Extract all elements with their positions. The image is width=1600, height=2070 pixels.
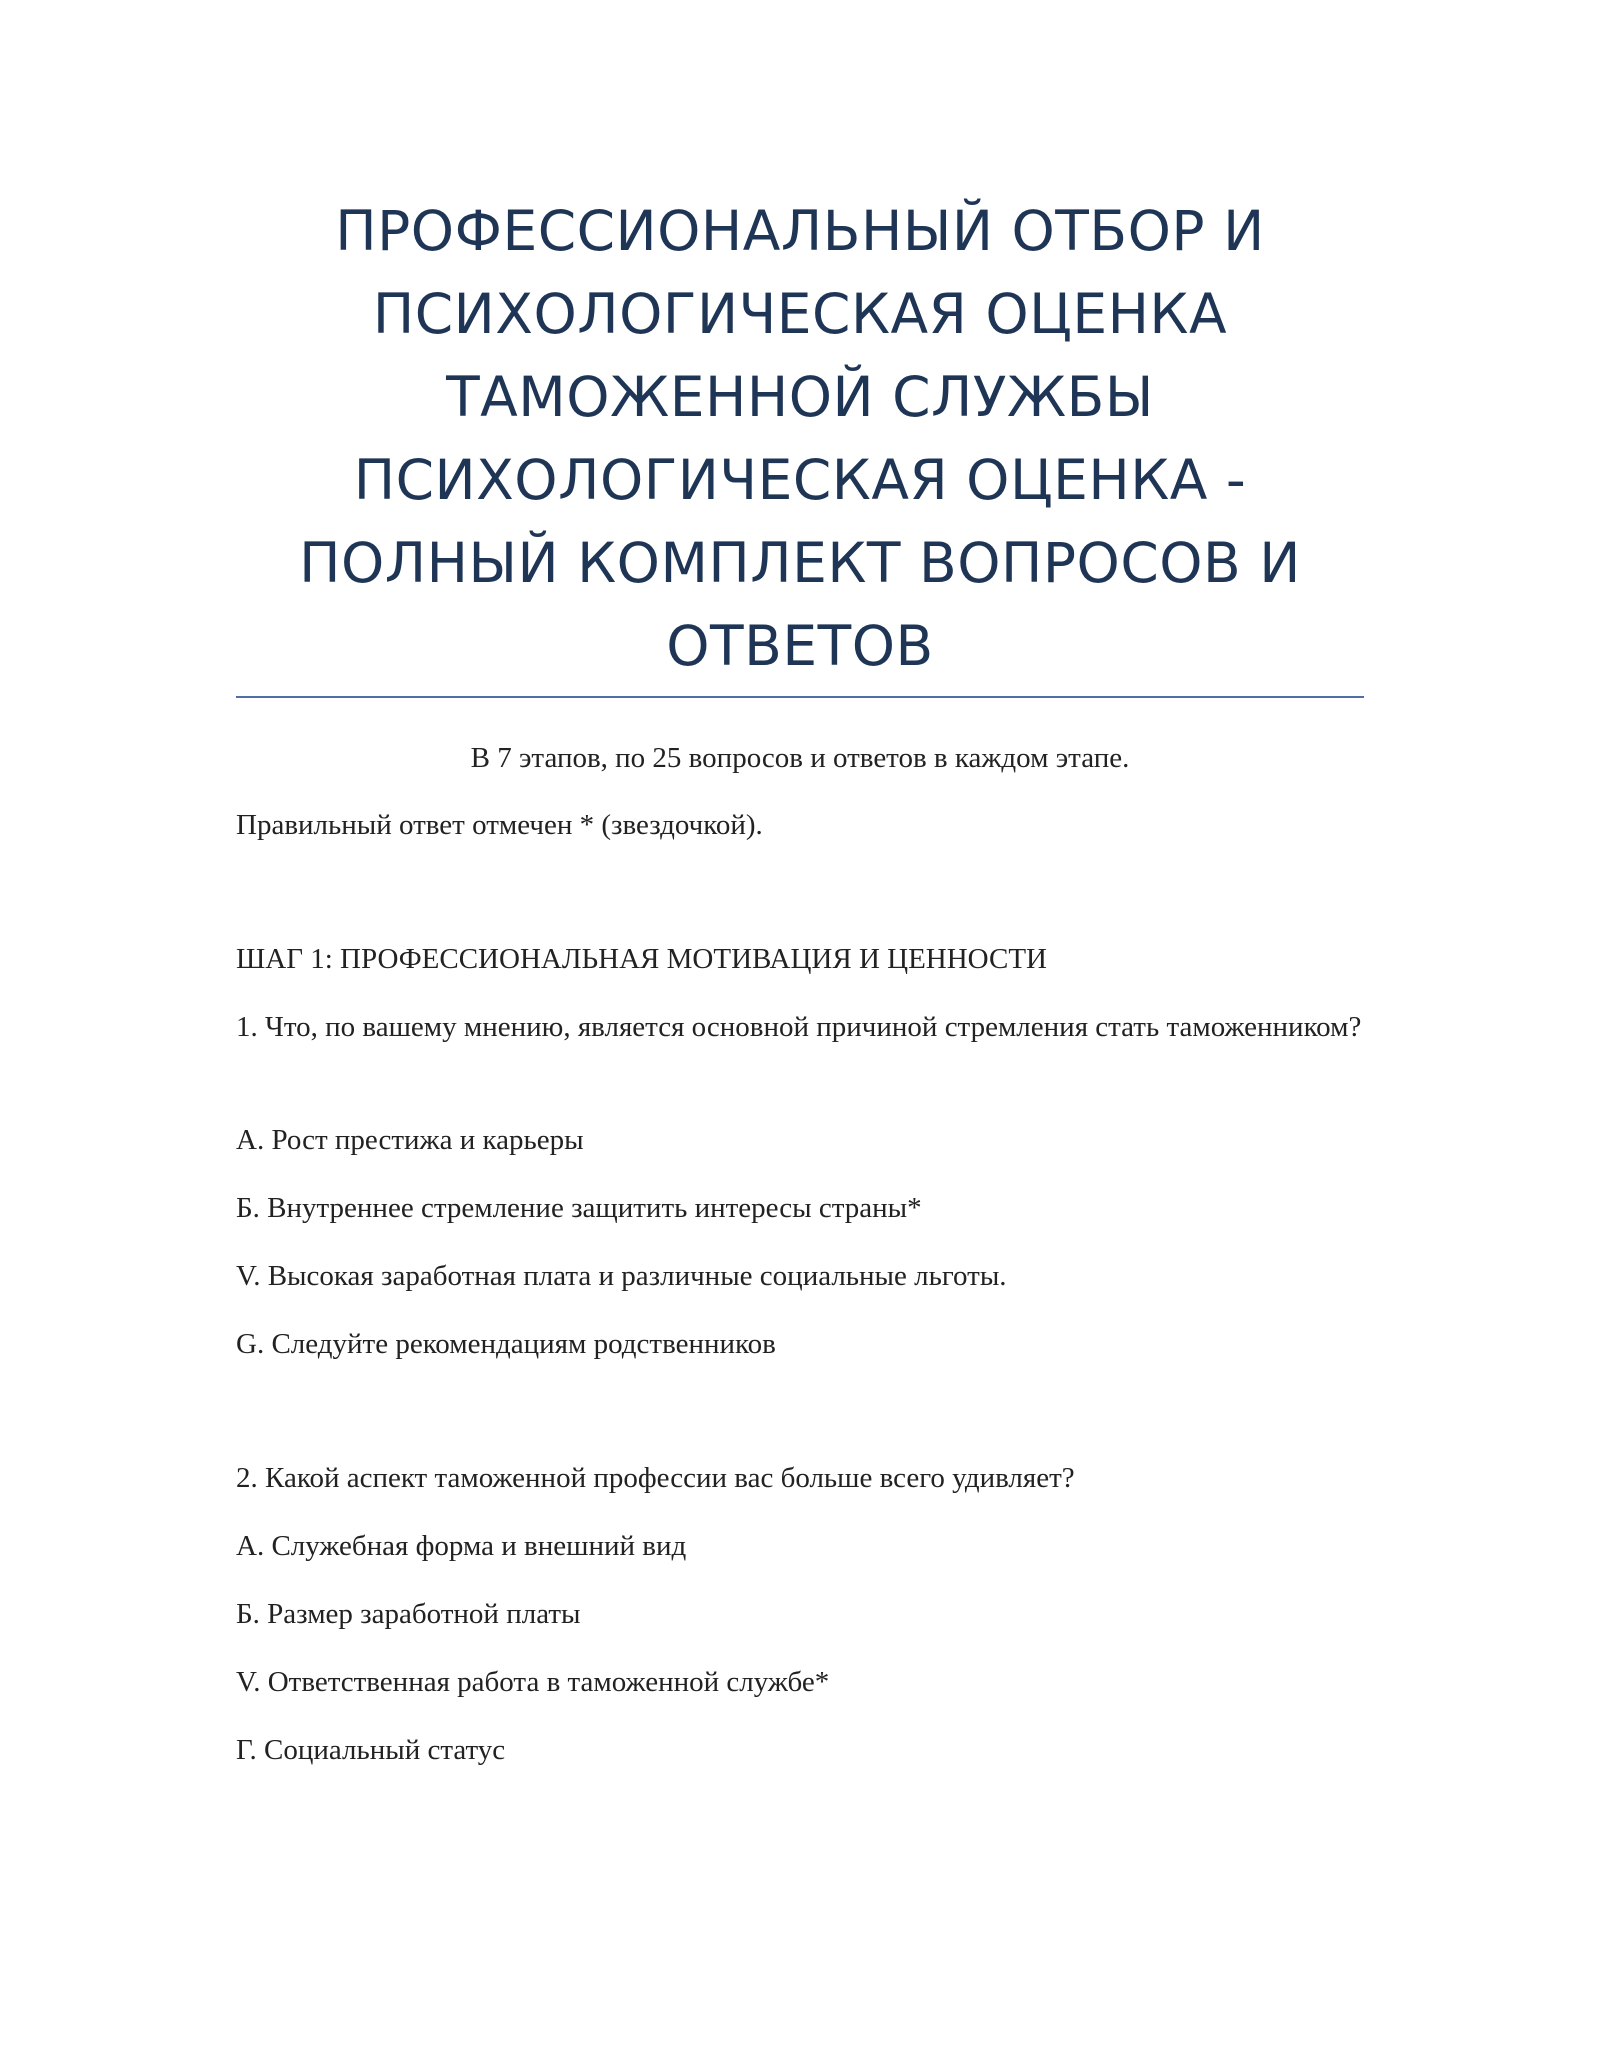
- answer-option: V. Ответственная работа в таможенной службе*: [236, 1666, 830, 1698]
- answer-option: Б. Размер заработной платы: [236, 1598, 581, 1630]
- answer-option: V. Высокая заработная плата и различные социальные льготы.: [236, 1260, 1007, 1292]
- title-line: ПРОФЕССИОНАЛЬНЫЙ ОТБОР И: [335, 199, 1265, 263]
- answer-option: А. Рост престижа и карьеры: [236, 1124, 584, 1156]
- answer-key-note: Правильный ответ отмечен * (звездочкой).: [236, 809, 763, 841]
- title-line: ТАМОЖЕННОЙ СЛУЖБЫ: [446, 365, 1154, 429]
- title-line: ПОЛНЫЙ КОМПЛЕКТ ВОПРОСОВ И: [299, 531, 1301, 595]
- title-line: ОТВЕТОВ: [666, 614, 934, 678]
- title-line: ПСИХОЛОГИЧЕСКАЯ ОЦЕНКА -: [353, 448, 1247, 512]
- answer-option: Б. Внутреннее стремление защитить интересы страны*: [236, 1192, 922, 1224]
- intro-text: В 7 этапов, по 25 вопросов и ответов в каждом этапе.: [470, 742, 1130, 774]
- answer-option: А. Служебная форма и внешний вид: [236, 1530, 687, 1562]
- answer-option: Г. Социальный статус: [236, 1734, 506, 1766]
- title-line: ПСИХОЛОГИЧЕСКАЯ ОЦЕНКА: [372, 282, 1228, 346]
- document-title: [236, 190, 1364, 688]
- step-heading: ШАГ 1: ПРОФЕССИОНАЛЬНАЯ МОТИВАЦИЯ И ЦЕННОСТИ: [236, 943, 1047, 975]
- question-text: 1. Что, по вашему мнению, является основной причиной стремления стать таможенником?: [236, 1011, 1362, 1043]
- answer-option: G. Следуйте рекомендациям родственников: [236, 1328, 776, 1360]
- question-text: 2. Какой аспект таможенной профессии вас больше всего удивляет?: [236, 1462, 1075, 1494]
- title-divider: [236, 696, 1364, 698]
